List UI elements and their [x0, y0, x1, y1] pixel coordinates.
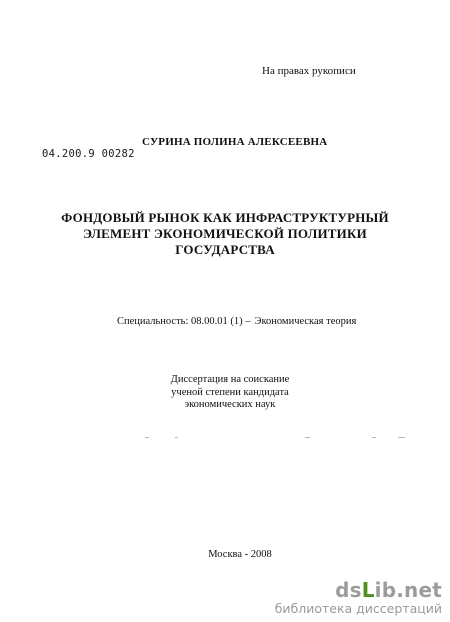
watermark-logo [275, 580, 442, 600]
city-year: Москва - 2008 [208, 549, 272, 560]
dissertation-title [40, 210, 410, 258]
degree-line: Диссертация на соискание [170, 374, 290, 385]
logo-suffix: ib.net [374, 578, 442, 602]
registration-code-stamp: 04.200.9 00282 [42, 148, 135, 160]
author-name: СУРИНА ПОЛИНА АЛЕКСЕЕВНА [142, 136, 328, 148]
scan-speck [372, 437, 376, 438]
title-line: ФОНДОВЫЙ РЫНОК КАК ИНФРАСТРУКТУРНЫЙ [61, 210, 389, 225]
rights-notice: На правах рукописи [262, 65, 356, 77]
scan-speck [145, 437, 149, 438]
scan-speck [175, 437, 178, 438]
specialty-line [117, 316, 356, 327]
specialty-name: Экономическая теория [254, 316, 357, 327]
degree-statement [150, 374, 310, 412]
specialty-label: Специальность: 08.00.01 (1) – [117, 316, 251, 327]
scan-speck [305, 437, 310, 438]
title-line: ГОСУДАРСТВА [175, 242, 275, 257]
scan-speck [398, 437, 405, 438]
degree-line: ученой степени кандидата [171, 386, 289, 398]
logo-l: L [361, 578, 375, 602]
watermark-subtitle: библиотека диссертаций [274, 601, 442, 616]
degree-line: экономических наук [184, 399, 276, 410]
dslib-watermark [275, 580, 442, 616]
logo-prefix: ds [335, 578, 362, 602]
title-line: ЭЛЕМЕНТ ЭКОНОМИЧЕСКОЙ ПОЛИТИКИ [83, 226, 367, 241]
